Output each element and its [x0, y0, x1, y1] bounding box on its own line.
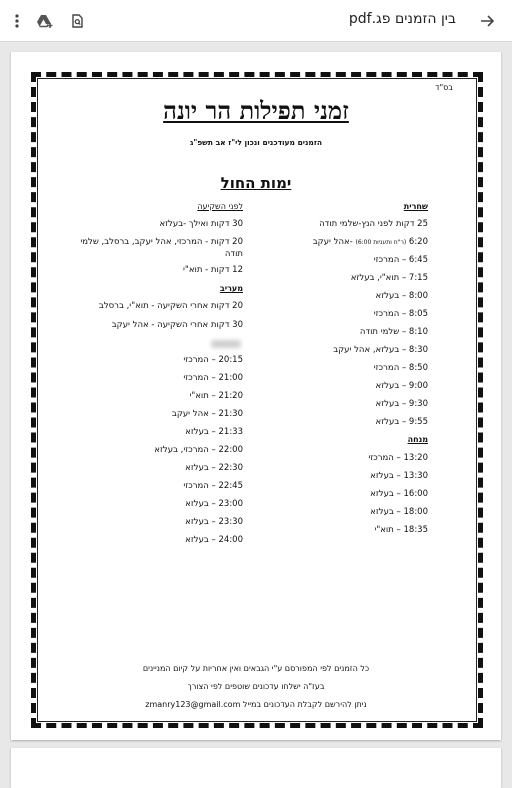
- maariv-row: 21:33 – בעלזא: [185, 427, 243, 437]
- shacharit-row: 7:15 – תוא"י, בעלזא: [350, 273, 428, 283]
- maariv-row: 20:15 – המרכזי: [183, 355, 243, 365]
- bsd-label: בס"ד: [435, 83, 453, 92]
- before-sunset-row: 12 דקות - תוא"י: [183, 265, 243, 275]
- maariv-row: 30 דקות אחרי השקיעה - אהל יעקב: [111, 320, 243, 330]
- pdf-page-2: [11, 748, 501, 788]
- mincha-row: 13:30 – בעלזא: [370, 471, 428, 481]
- shacharit-heading: שחרית: [403, 202, 428, 211]
- maariv-row: 23:30 – בעלזא: [185, 517, 243, 527]
- blurred-region: [211, 340, 241, 348]
- shacharit-row: 25 דקות לפני הנץ-שלמי תודה: [319, 219, 428, 229]
- shacharit-row: 8:50 – המרכזי: [373, 363, 428, 373]
- shacharit-row: 6:20 (ר"ח ותעניות 6:00) -אהל יעקב: [312, 237, 428, 247]
- mincha-row: 18:35 – תוא"י: [374, 525, 428, 535]
- maariv-row: 22:45 – המרכזי: [183, 481, 243, 491]
- footer-email: ניתן להירשם לקבלת העדכונים במייל zmanry123@gmail.com: [145, 700, 367, 709]
- maariv-row: 21:30 – אהל יעקב: [171, 409, 243, 419]
- mincha-row: 18:00 – בעלזא: [370, 507, 428, 517]
- shacharit-row: 9:55 – בעלזא: [375, 417, 428, 427]
- shacharit-row: 6:45 – המרכזי: [373, 255, 428, 265]
- section-title: ימות החול: [220, 174, 292, 192]
- shacharit-row: 9:30 – בעלזא: [375, 399, 428, 409]
- document-title: בין הזמנים פג.pdf: [348, 11, 456, 27]
- maariv-row: 21:00 – המרכזי: [183, 373, 243, 383]
- pdf-page: [11, 52, 501, 740]
- back-arrow-icon[interactable]: [476, 10, 498, 32]
- mincha-row: 13:20 – המרכזי: [368, 453, 428, 463]
- before-sunset-heading: לפני השקיעה: [197, 202, 243, 211]
- footer-disclaimer: כל הזמנים לפי המפורסם ע"י הגבאים ואין אחריות על קיום המניינים: [142, 664, 370, 673]
- maariv-row: 21:20 – תוא"י: [189, 391, 243, 401]
- maariv-row: 23:00 – בעלזא: [185, 499, 243, 509]
- mincha-row: 16:00 – בעלזא: [370, 489, 428, 499]
- maariv-row: 22:00 – המרכזי, בעלזא: [154, 445, 243, 455]
- mincha-heading: מנחה: [407, 435, 428, 444]
- shacharit-row: 8:00 – בעלזא: [375, 291, 428, 301]
- maariv-row: 22:30 – בעלזא: [185, 463, 243, 473]
- viewer-toolbar: [0, 0, 512, 42]
- find-in-page-icon[interactable]: [66, 10, 88, 32]
- page-title: זמני תפילות הר יונה: [163, 96, 349, 125]
- before-sunset-row: 30 דקות ואילך -בעלזא: [159, 219, 243, 229]
- shacharit-row: 9:00 – בעלזא: [375, 381, 428, 391]
- more-vert-icon[interactable]: [6, 10, 28, 32]
- shacharit-row: 8:05 – המרכזי: [373, 309, 428, 319]
- before-sunset-row: תודה: [224, 249, 243, 259]
- add-to-drive-icon[interactable]: [34, 10, 56, 32]
- shacharit-row: 8:30 – בעלזא, אהל יעקב: [333, 345, 428, 355]
- shacharit-row: 8:10 – שלמי תודה: [359, 327, 428, 337]
- page-subtitle: הזמנים מעודכנים ונכון לי"ז אב תשפ"ג: [189, 138, 322, 147]
- footer-updates: בעז"ה ישלחו עדכונים שוטפים לפי הצורך: [187, 682, 325, 691]
- maariv-row: 20 דקות אחרי השקיעה - תוא"י, ברסלב: [98, 301, 243, 311]
- before-sunset-row: 20 דקות - המרכזי, אהל יעקב, ברסלב, שלמי: [80, 237, 243, 247]
- maariv-row: 24:00 – בעלזא: [185, 535, 243, 545]
- maariv-heading: מעריב: [219, 284, 243, 293]
